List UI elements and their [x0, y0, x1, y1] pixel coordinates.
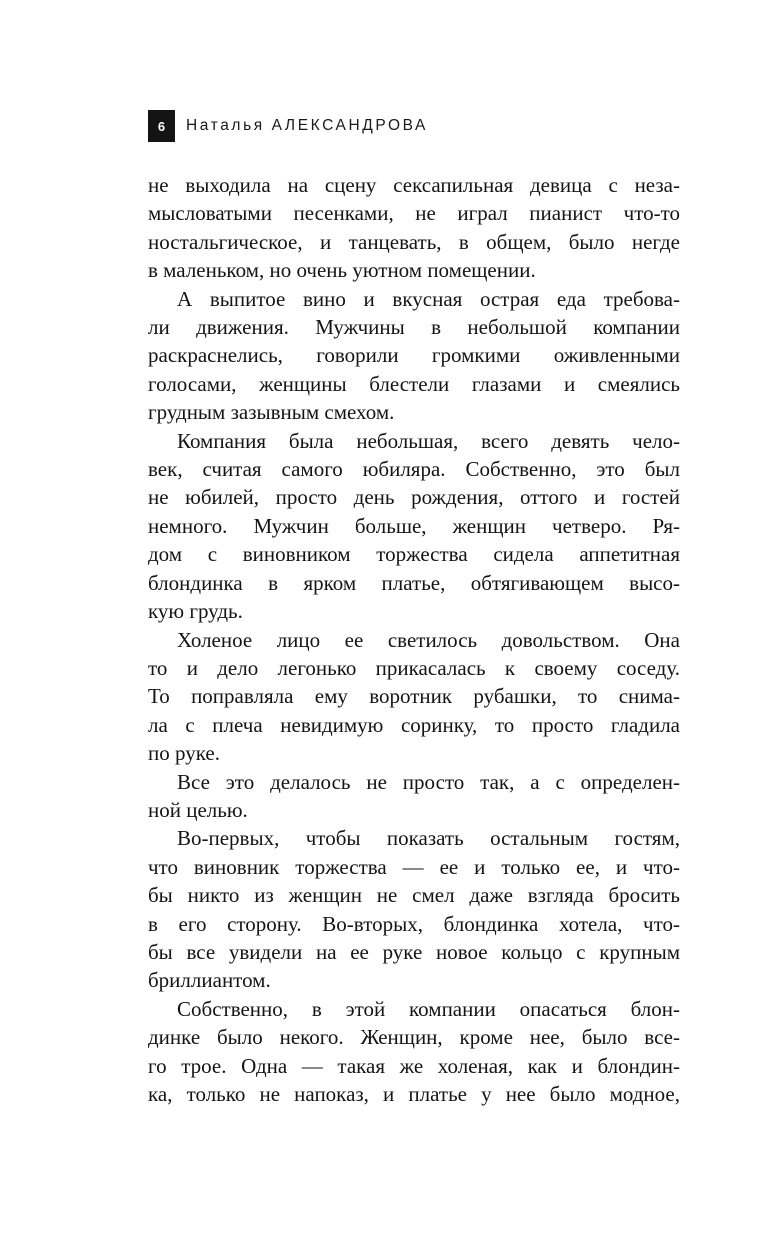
text-line: блондинка в ярком платье, обтягивающем высо- [148, 570, 680, 595]
paragraph-2 [148, 285, 680, 427]
body-text [148, 171, 680, 1108]
text-line: Во-первых, чтобы показать остальным гостям, [177, 826, 680, 851]
paragraph-5 [148, 768, 680, 825]
text-line: ностальгическое, и танцевать, в общем, было негде [148, 229, 680, 254]
text-line: век, считая самого юбиляра. Собственно, это был [148, 457, 680, 482]
text-line: А выпитое вино и вкусная острая еда требова- [177, 286, 680, 311]
running-title: Наталья АЛЕКСАНДРОВА [186, 117, 428, 134]
paragraph-4 [148, 626, 680, 768]
text-line: по руке. [148, 741, 220, 766]
text-line: дом с виновником торжества сидела аппетитная [148, 542, 680, 567]
text-line: немного. Мужчин больше, женщин четверо. Ря- [148, 513, 680, 538]
running-header [148, 110, 428, 142]
text-line: не юбилей, просто день рождения, оттого и гостей [148, 485, 680, 510]
text-line: в маленьком, но очень уютном помещении. [148, 258, 536, 283]
text-line: не выходила на сцену сексапильная девица с неза- [148, 173, 680, 197]
paragraph-7 [148, 995, 680, 1109]
text-line: голосами, женщины блестели глазами и смеялись [148, 371, 680, 396]
text-line: То поправляла ему воротник рубашки, то снима- [148, 684, 680, 709]
text-line: ла с плеча невидимую соринку, то просто гладила [148, 712, 680, 737]
text-line: динке было некого. Женщин, кроме нее, было все- [148, 1025, 680, 1050]
paragraph-1 [148, 171, 680, 285]
text-line: бы все увидели на ее руке новое кольцо с крупным [148, 939, 680, 964]
paragraph-6 [148, 824, 680, 994]
text-line: ной целью. [148, 797, 248, 822]
text-line: то и дело легонько прикасалась к своему соседу. [148, 655, 680, 680]
text-line: Все это делалось не просто так, а с определен- [177, 769, 680, 794]
text-line: бриллиантом. [148, 968, 271, 993]
text-line: го трое. Одна — такая же холеная, как и блондин- [148, 1053, 680, 1078]
text-line: грудным зазывным смехом. [148, 400, 395, 425]
text-line: Холеное лицо ее светилось довольством. Она [177, 627, 680, 652]
text-line: ли движения. Мужчины в небольшой компании [148, 315, 680, 340]
text-line: ка, только не напоказ, и платье у нее было модное, [148, 1082, 680, 1106]
text-line: Собственно, в этой компании опасаться блон- [177, 996, 680, 1021]
text-line: кую грудь. [148, 599, 243, 624]
text-line: что виновник торжества — ее и только ее, и что- [148, 854, 680, 879]
text-line: бы никто из женщин не смел даже взгляда бросить [148, 883, 680, 908]
text-line: раскраснелись, говорили громкими оживленными [148, 343, 680, 368]
paragraph-3 [148, 427, 680, 626]
text-line: в его сторону. Во-вторых, блондинка хотела, что- [148, 911, 680, 936]
text-line: мысловатыми песенками, не играл пианист что-то [148, 201, 680, 226]
text-line: Компания была небольшая, всего девять чело- [177, 428, 680, 453]
page-number: 6 [148, 110, 175, 142]
